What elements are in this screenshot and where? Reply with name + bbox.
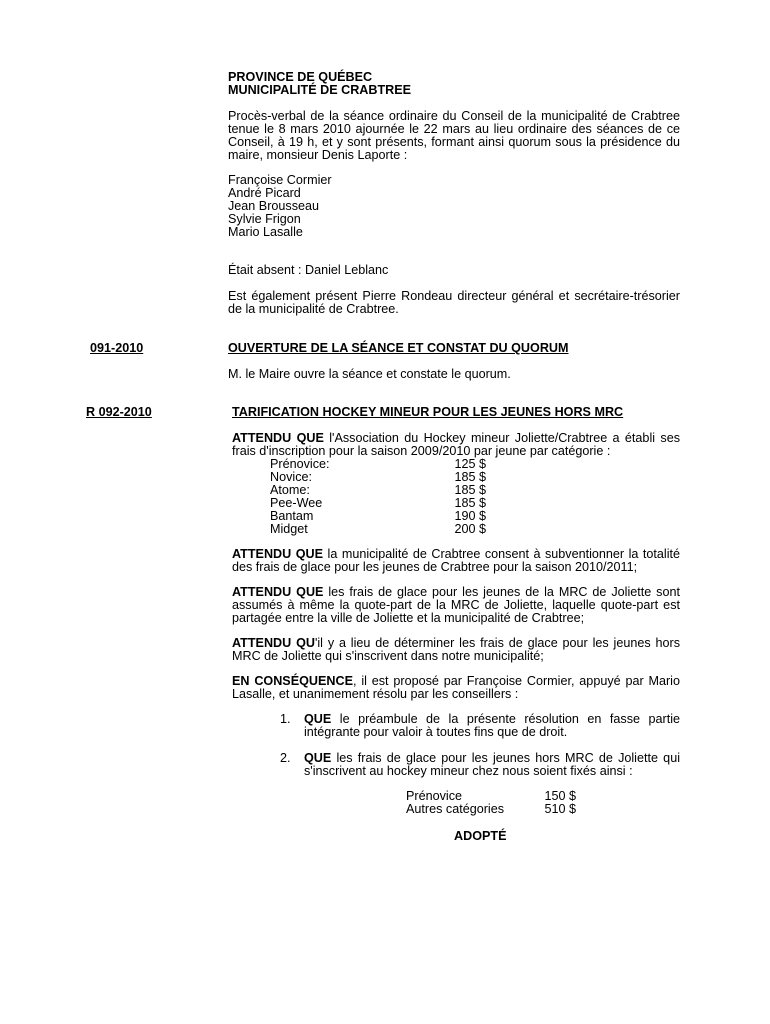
whereas-paragraph: [232, 432, 680, 458]
list-item: [232, 713, 680, 739]
fee-category: Prénovice: [406, 789, 463, 803]
attendee-list: [228, 174, 680, 239]
section-text: M. le Maire ouvre la séance et constate le quorum.: [228, 367, 511, 381]
clause-lead: QUE: [304, 712, 332, 726]
resolution-number: 091-2010: [90, 341, 144, 355]
fee-category: Autres catégories: [406, 802, 505, 816]
resolution-number: R 092-2010: [86, 405, 152, 419]
intro-paragraph: Procès-verbal de la séance ordinaire du Conseil de la municipalité de Crabtree tenue le 8 mars 2010 ajournée le 22 mars au lieu ordinaire des séances de ce Conseil, à 19 h, et y sont présents, formant ainsi quorum sous la présidence du maire, monsieur Denis Laporte :: [228, 109, 680, 162]
fee-amount: 200 $: [454, 522, 486, 536]
fee-category: Midget: [270, 522, 308, 536]
fee-amount: 185 $: [454, 470, 486, 484]
fee-amount: 190 $: [454, 509, 486, 523]
fee-amount: 150 $: [544, 789, 576, 803]
table-row: [270, 523, 486, 536]
fee-amount: 185 $: [454, 496, 486, 510]
attendee-name: André Picard: [228, 186, 301, 200]
list-item: [232, 752, 680, 778]
resolution-clause: [304, 713, 680, 739]
clause-text: les frais de glace pour les jeunes hors MRC de Joliette qui s'inscrivent au hockey mineur chez nous soient fixés ainsi :: [304, 751, 680, 778]
resolution-body: [232, 432, 680, 843]
also-present-paragraph: Est également présent Pierre Rondeau directeur général et secrétaire-trésorier de la municipalité de Crabtree.: [228, 289, 680, 316]
fee-category: Novice:: [270, 470, 312, 484]
whereas-paragraph: [232, 637, 680, 663]
whereas-paragraph: [232, 586, 680, 625]
whereas-text: l'Association du Hockey mineur Joliette/Crabtree a établi ses frais d'inscription pour la saison 2009/2010 par jeune par catégorie :: [232, 431, 680, 458]
whereas-text: les frais de glace pour les jeunes de la MRC de Joliette sont assumés à même la quote-part de la MRC de Joliette, laquelle quote-part est partagée entre la ville de Joliette et la municipalité de Crabtree;: [232, 585, 680, 625]
municipality-heading: MUNICIPALITÉ DE CRABTREE: [228, 83, 412, 97]
attendee-name: Jean Brousseau: [228, 199, 320, 213]
whereas-lead: ATTENDU QUE: [232, 585, 324, 599]
attendee-name: Mario Lasalle: [228, 225, 303, 239]
fee-category: Bantam: [270, 509, 314, 523]
fee-table: [270, 458, 486, 536]
fee-amount: 185 $: [454, 483, 486, 497]
whereas-lead: ATTENDU QU: [232, 636, 315, 650]
whereas-text: la municipalité de Crabtree consent à subventionner la totalité des frais de glace pour les jeunes de Crabtree pour la saison 2010/2011;: [232, 547, 680, 574]
consequence-text: , il est proposé par Françoise Cormier, appuyé par Mario Lasalle, et unanimement résolu par les conseillers :: [232, 674, 680, 701]
whereas-text: 'il y a lieu de déterminer les frais de glace pour les jeunes hors MRC de Joliette qui s'inscrivent dans notre municipalité;: [232, 636, 680, 663]
resolution-clause: [304, 752, 680, 778]
fee-category: Atome:: [270, 483, 310, 497]
fee-amount: 510 $: [544, 802, 576, 816]
table-row: [406, 803, 576, 816]
fee-amount: 125 $: [454, 457, 486, 471]
fee-category: Pee-Wee: [270, 496, 323, 510]
document-header: [228, 71, 680, 97]
clause-lead: QUE: [304, 751, 332, 765]
attendee-name: Sylvie Frigon: [228, 212, 301, 226]
list-number: 2.: [280, 751, 291, 765]
list-number: 1.: [280, 712, 291, 726]
absent-line: Était absent : Daniel Leblanc: [228, 263, 389, 277]
section-title: TARIFICATION HOCKEY MINEUR POUR LES JEUNES HORS MRC: [232, 405, 624, 419]
consequence-lead: EN CONSÉQUENCE: [232, 674, 353, 688]
whereas-paragraph: [232, 548, 680, 574]
clause-text: le préambule de la présente résolution en fasse partie intégrante pour valoir à toutes fins que de droit.: [304, 712, 680, 739]
adopted-label: ADOPTÉ: [454, 829, 507, 843]
whereas-lead: ATTENDU QUE: [232, 547, 324, 561]
resolution-list: [232, 713, 680, 778]
whereas-lead: ATTENDU QUE: [232, 431, 324, 445]
fee-category: Prénovice:: [270, 457, 330, 471]
consequence-paragraph: [232, 675, 680, 701]
province-heading: PROVINCE DE QUÉBEC: [228, 70, 373, 84]
new-fee-table: [406, 790, 576, 816]
attendee-name: Françoise Cormier: [228, 173, 332, 187]
section-title: OUVERTURE DE LA SÉANCE ET CONSTAT DU QUORUM: [228, 341, 569, 355]
